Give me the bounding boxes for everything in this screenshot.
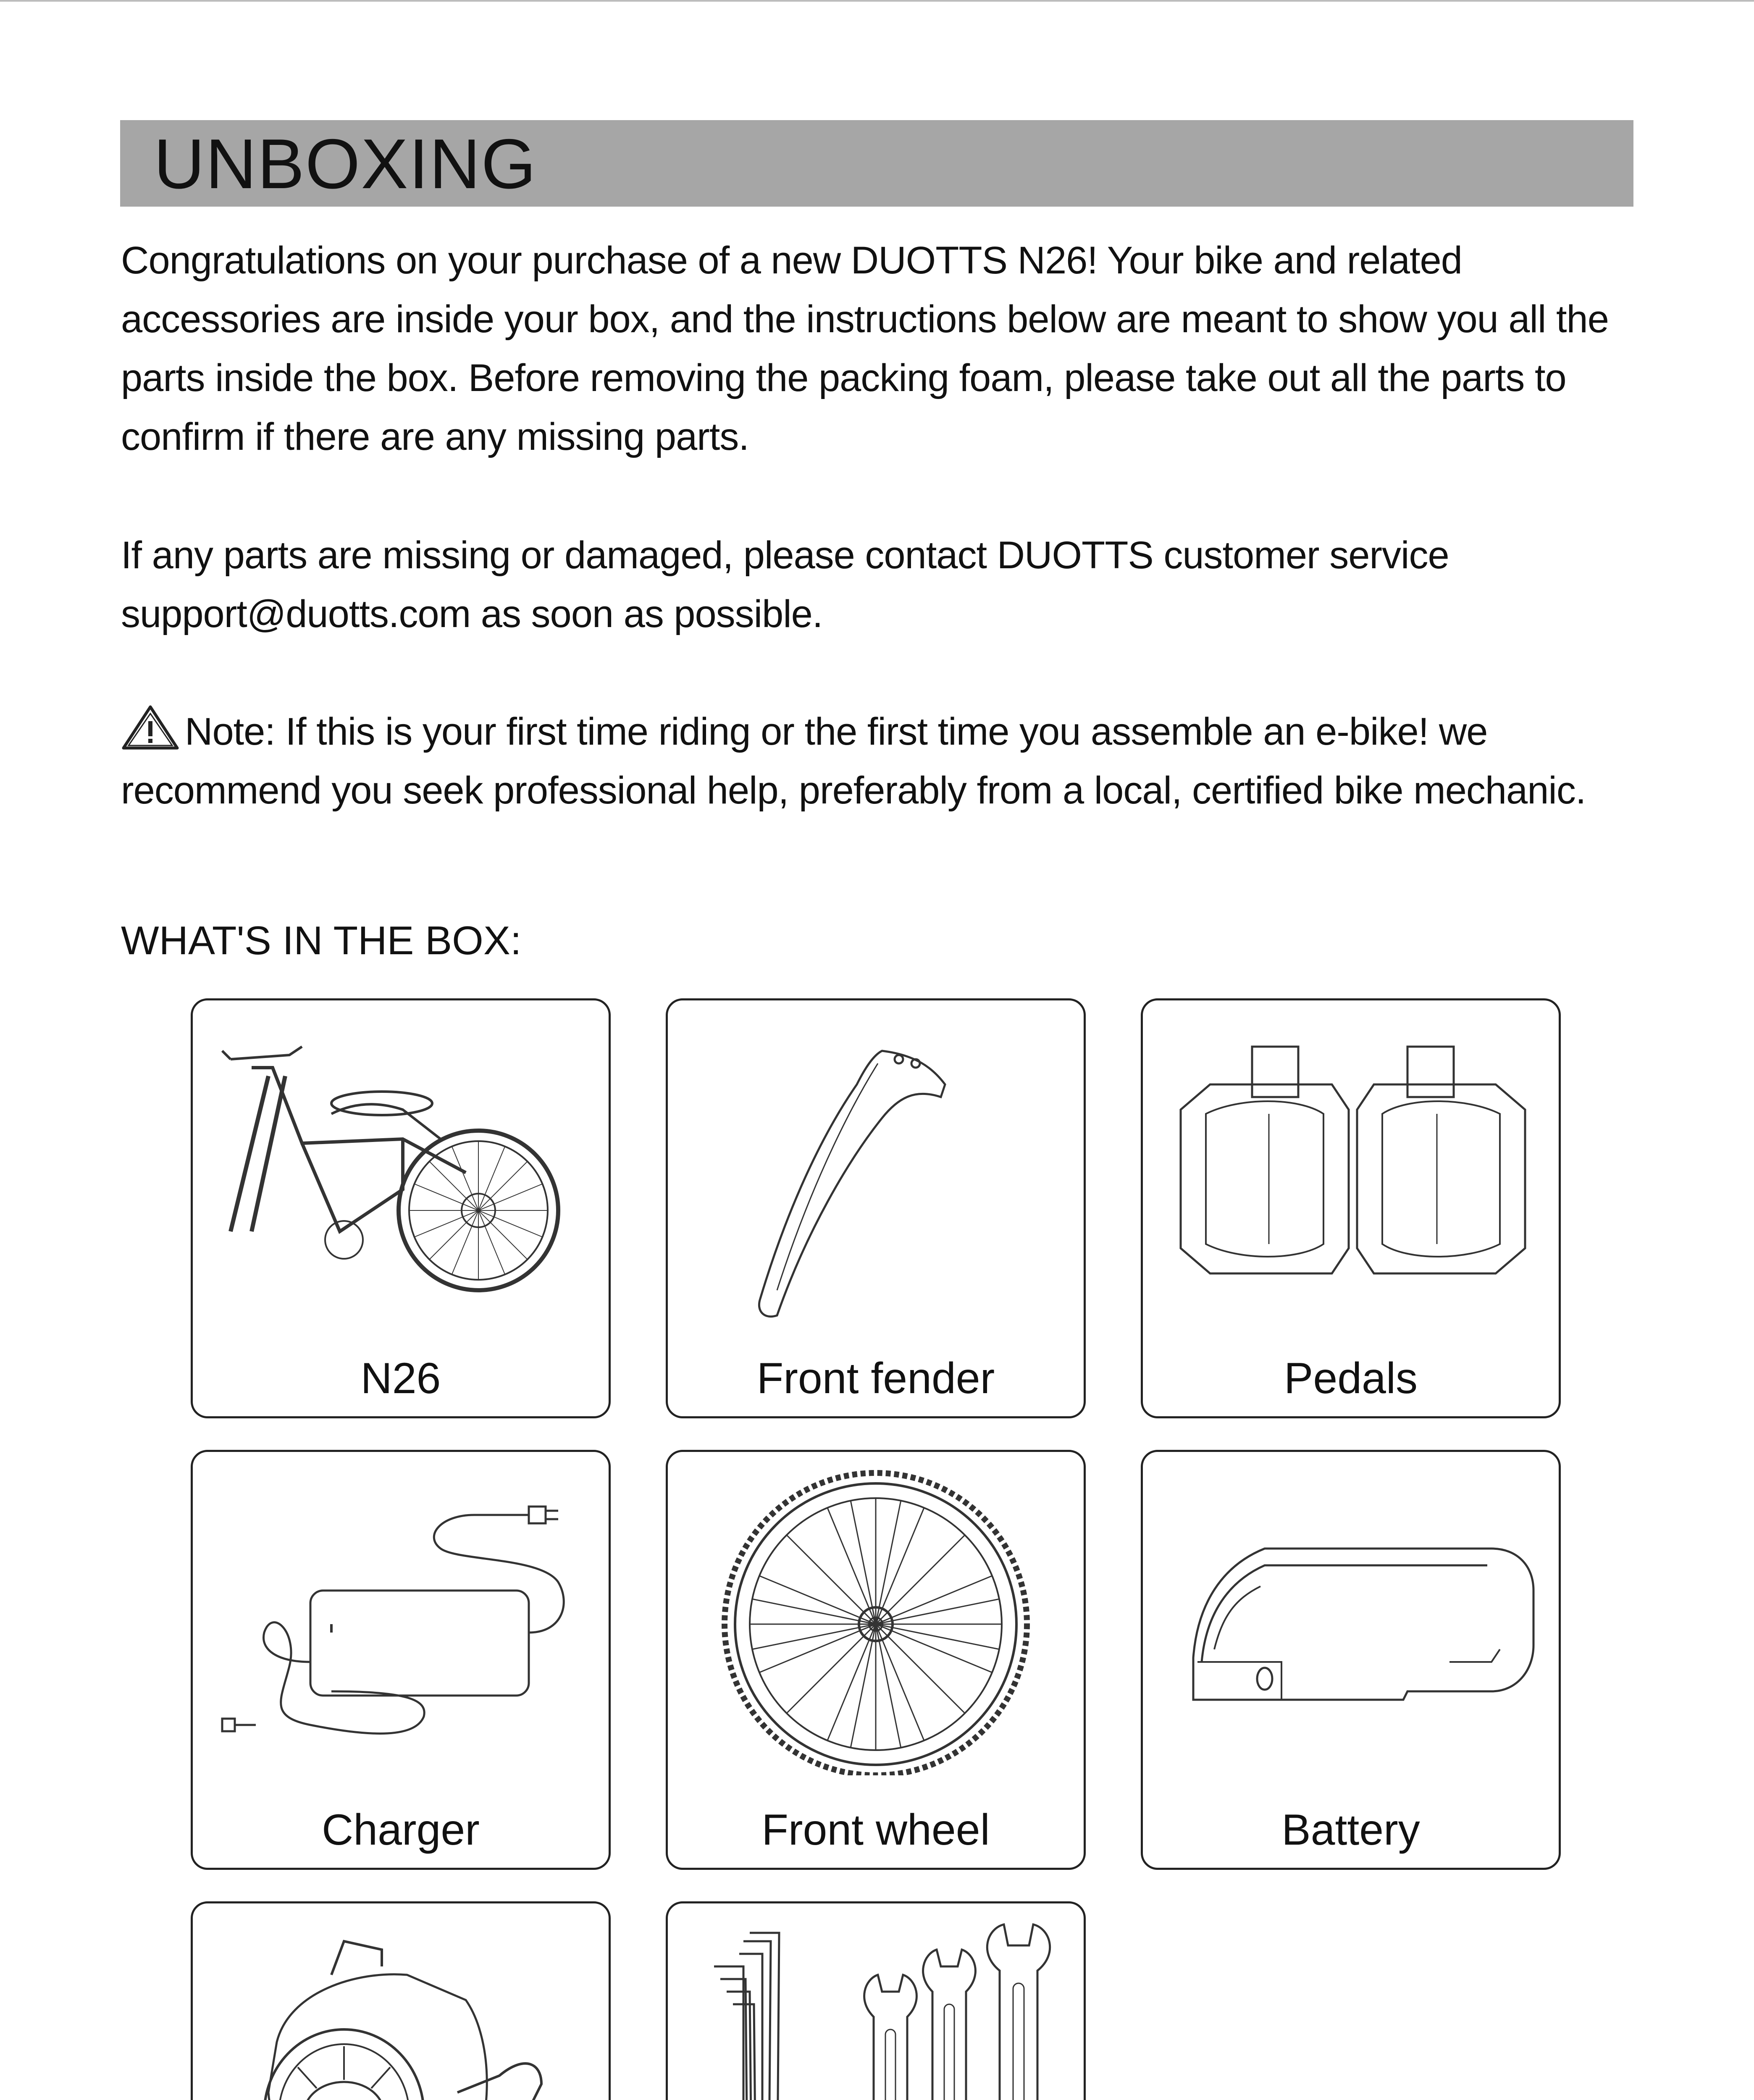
note-text: Note: If this is your first time riding or the first time you assemble an e-bike! we recommend you seek professional help, preferably from a local, certified bike mechanic. <box>121 710 1586 812</box>
box-item-tools <box>666 1901 1086 2100</box>
warning-triangle-icon <box>121 704 180 751</box>
intro-paragraph: Congratulations on your purchase of a new DUOTTS N26! Your bike and related accessories are inside your box, and the instructions below are meant to show you all the parts inside the box. Before removing the packing foam, please take out all the parts to confirm if there are any missing parts. <box>121 239 1609 458</box>
box-item-label: Front fender <box>756 1354 995 1403</box>
box-item-label: Battery <box>1281 1806 1420 1854</box>
tools-icon <box>680 1916 1071 2100</box>
box-item-label: N26 <box>360 1354 441 1403</box>
contact-paragraph: If any parts are missing or damaged, please contact DUOTTS customer service support@duotts.com as soon as possible. <box>121 534 1449 635</box>
headlight-icon <box>205 1916 596 2100</box>
box-item-front-fender <box>666 998 1086 1418</box>
box-item-label: Charger <box>322 1806 480 1854</box>
box-item-front-wheel <box>666 1450 1086 1870</box>
box-item-charger <box>191 1450 611 1870</box>
fender-icon <box>680 1013 1071 1324</box>
box-item-headlight <box>191 1901 611 2100</box>
battery-icon <box>1155 1465 1546 1775</box>
wheel-icon <box>680 1465 1071 1775</box>
section-banner <box>120 120 1633 207</box>
box-item-label: Pedals <box>1284 1354 1418 1403</box>
box-item-label: Front wheel <box>761 1806 990 1854</box>
charger-icon <box>205 1465 596 1775</box>
box-item-n26 <box>191 998 611 1418</box>
section-title: UNBOXING <box>154 124 537 203</box>
note-paragraph <box>121 702 1641 820</box>
box-item-battery <box>1141 1450 1561 1870</box>
box-contents-heading: WHAT'S IN THE BOX: <box>121 918 522 963</box>
pedals-icon <box>1155 1013 1546 1324</box>
bike-icon <box>205 1013 596 1324</box>
top-rule <box>0 0 1754 2</box>
box-item-pedals <box>1141 998 1561 1418</box>
